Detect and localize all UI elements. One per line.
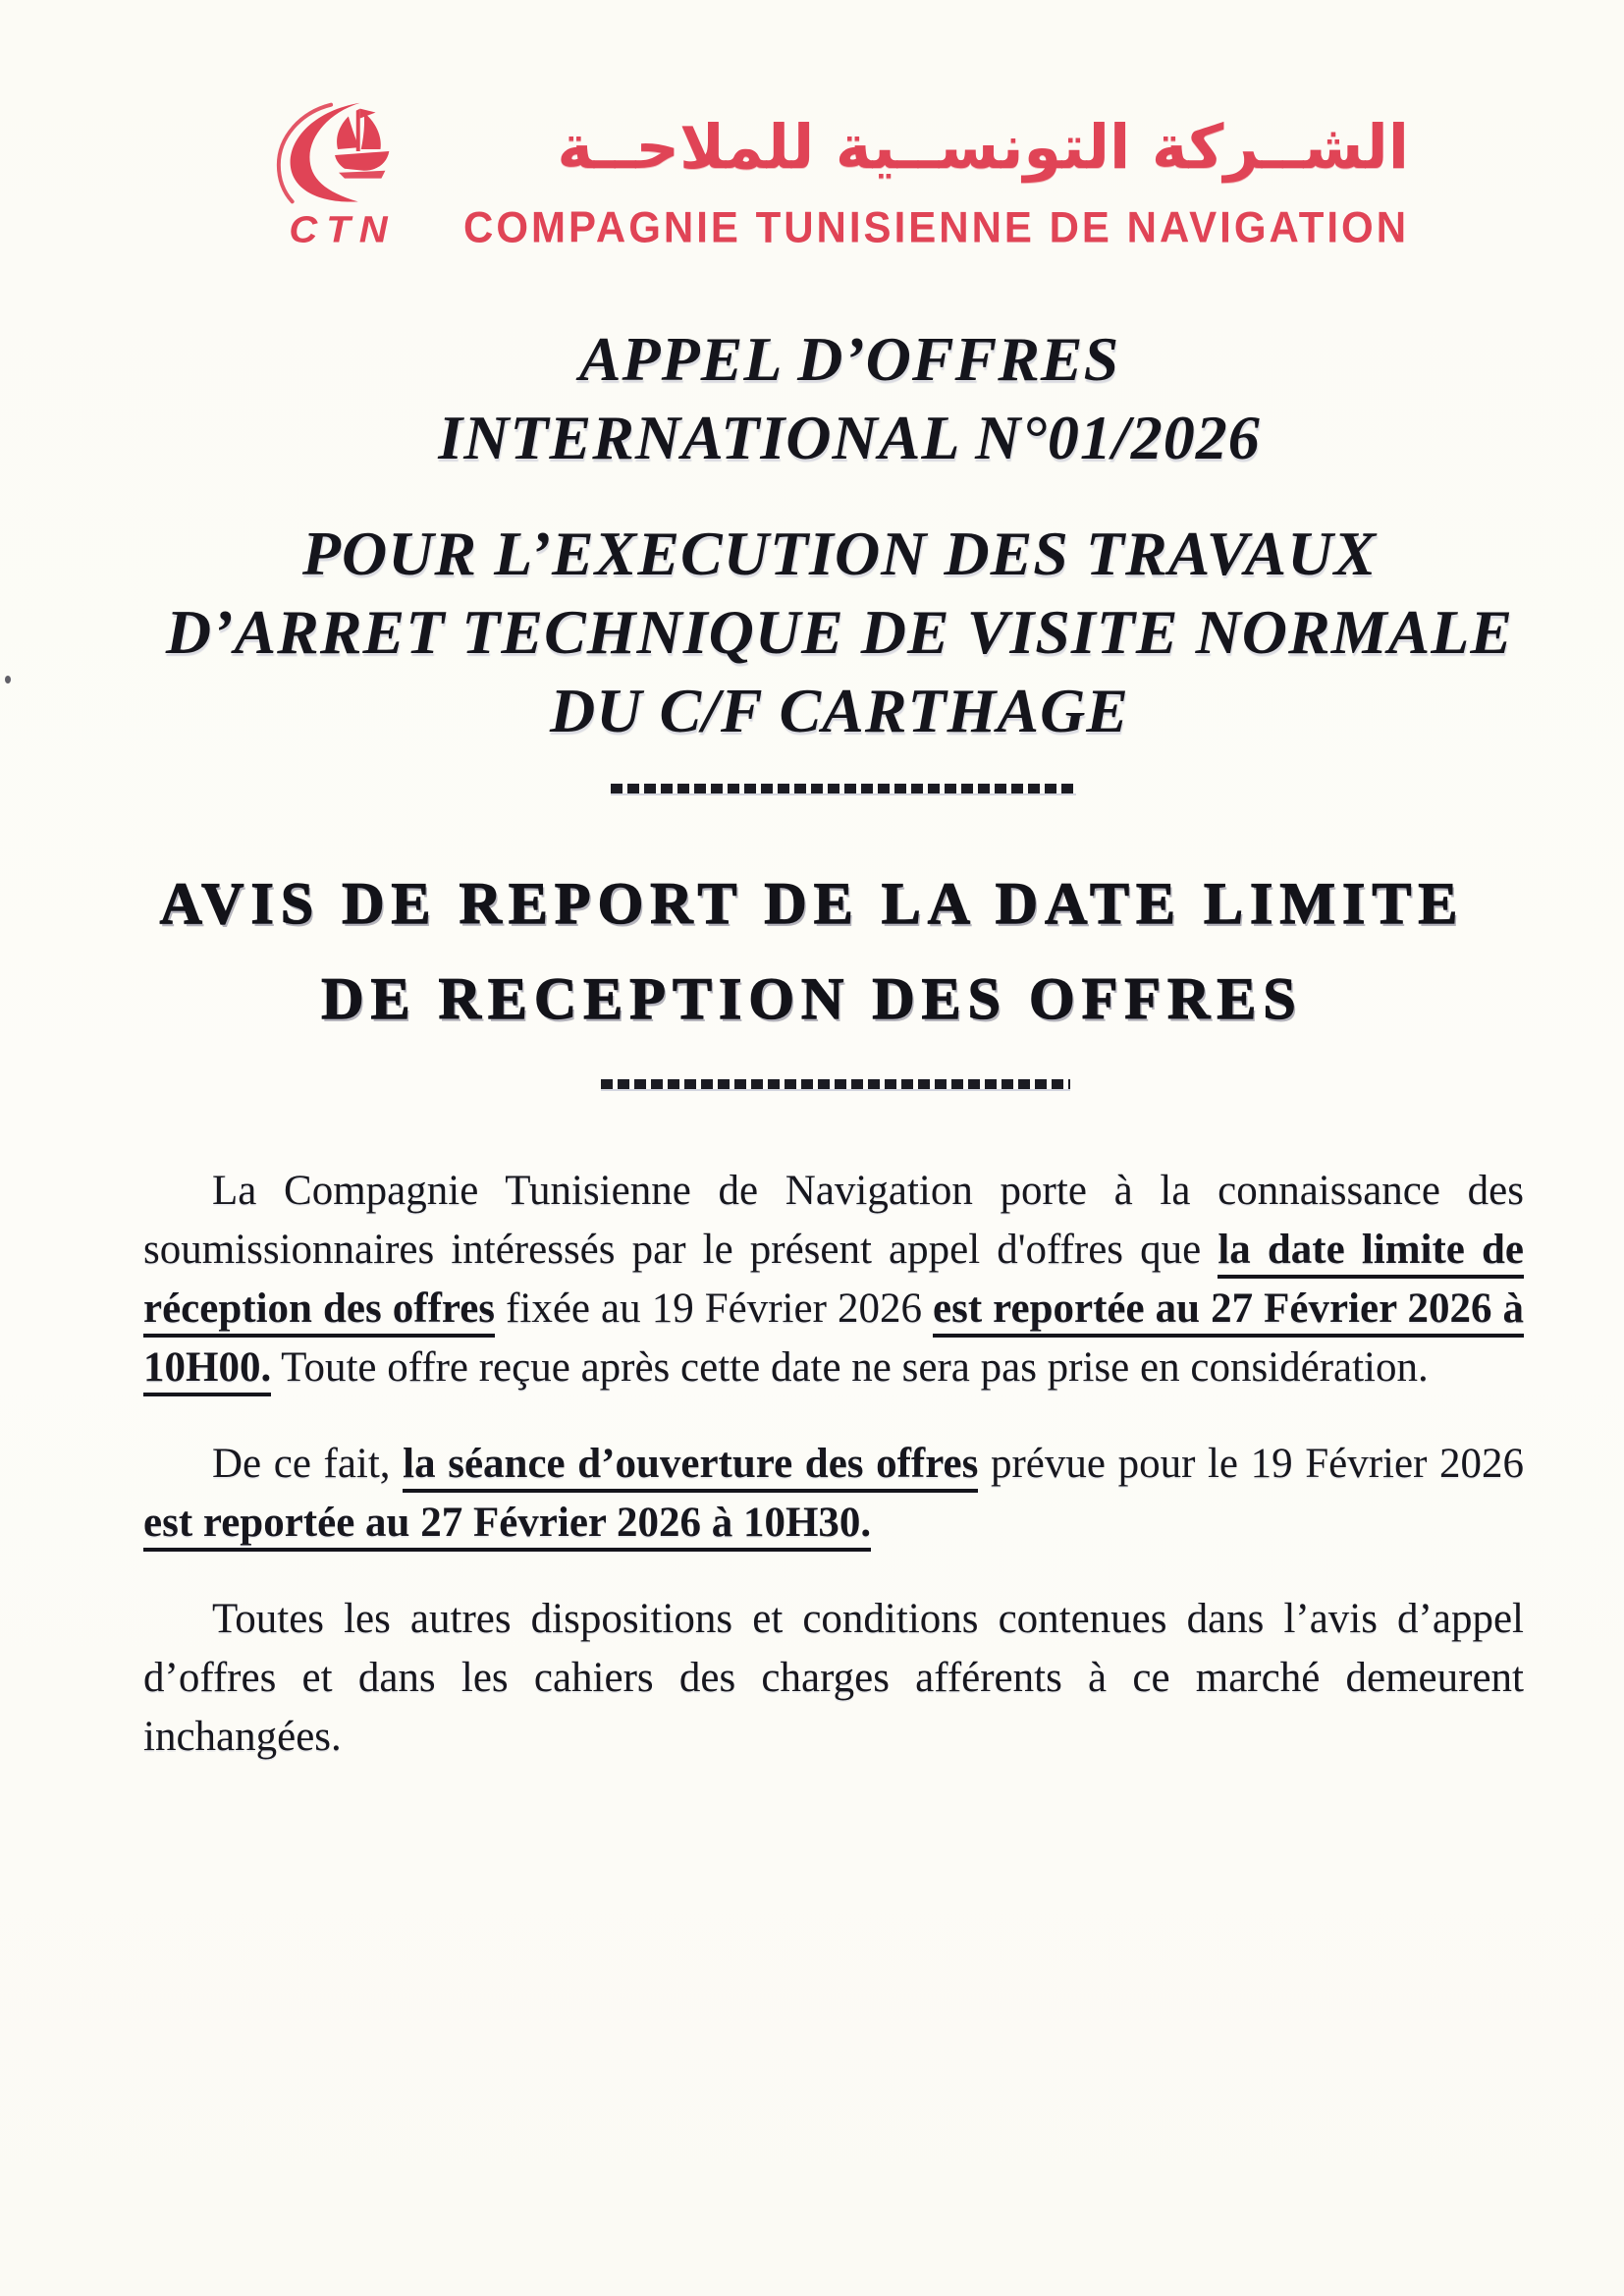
opening-session-underlined: la séance d’ouverture des offres — [403, 1441, 978, 1493]
tender-title — [37, 320, 1624, 477]
dashed-separator-top — [611, 784, 1076, 793]
ship-glyph — [335, 109, 389, 179]
ctn-letterhead — [267, 98, 1409, 252]
paragraph-conditions-unchanged — [143, 1590, 1524, 1767]
body-run: De ce fait, — [212, 1441, 404, 1487]
notice-heading — [0, 856, 1624, 1047]
tender-object-line2: D’ARRET TECHNIQUE DE VISITE NORMALE — [165, 597, 1514, 667]
company-name-arabic: الشــركة التونســية للملاحــة — [557, 111, 1410, 183]
tender-object-line1: POUR L’EXECUTION DES TRAVAUX — [301, 519, 1378, 588]
ctn-logo-text: CTN — [289, 209, 397, 250]
scan-artifact-dot — [5, 676, 11, 683]
notice-heading-line2: DE RECEPTION DES OFFRES — [321, 966, 1303, 1031]
crescent-ship-icon — [267, 98, 412, 208]
body-run: Toute offre reçue après cette date ne sera pas prise en considération. — [271, 1344, 1429, 1391]
body-run: Toutes les autres dispositions et conditions contenues dans l’avis d’appel d’offres et dans les cahiers des charges afférents à ce marché demeurent inchangées. — [143, 1596, 1524, 1760]
tender-object — [27, 515, 1624, 750]
ctn-logo — [267, 98, 412, 252]
tender-title-line1: APPEL D’OFFRES — [578, 324, 1120, 394]
deadline-phrase-underlined: la date limite de réception des offres — [143, 1227, 1524, 1338]
body-run: La Compagnie Tunisienne de Navigation porte à la connaissance des soumissionnaires intéressés par le présent appel d'offres que — [143, 1168, 1524, 1273]
notice-body — [143, 1162, 1524, 1767]
notice-heading-line1: AVIS DE REPORT DE LA DATE LIMITE — [159, 871, 1465, 936]
new-deadline-underlined: est reportée au 27 Février 2026 à 10H00. — [143, 1285, 1524, 1396]
tender-object-line3: DU C/F CARTHAGE — [550, 676, 1129, 745]
dashed-separator-bottom — [601, 1079, 1070, 1089]
paragraph-postponement-opening — [143, 1435, 1524, 1553]
body-run: fixée au 19 Février 2026 — [495, 1285, 933, 1332]
company-name-french: COMPAGNIE TUNISIENNE DE NAVIGATION — [463, 202, 1410, 252]
paragraph-postponement-reception — [143, 1162, 1524, 1397]
body-run: prévue pour le 19 Février 2026 — [978, 1441, 1524, 1487]
tender-title-line2: INTERNATIONAL N°01/2026 — [438, 403, 1261, 472]
new-opening-date-underlined: est reportée au 27 Février 2026 à 10H30. — [143, 1500, 871, 1552]
company-names — [463, 98, 1409, 251]
